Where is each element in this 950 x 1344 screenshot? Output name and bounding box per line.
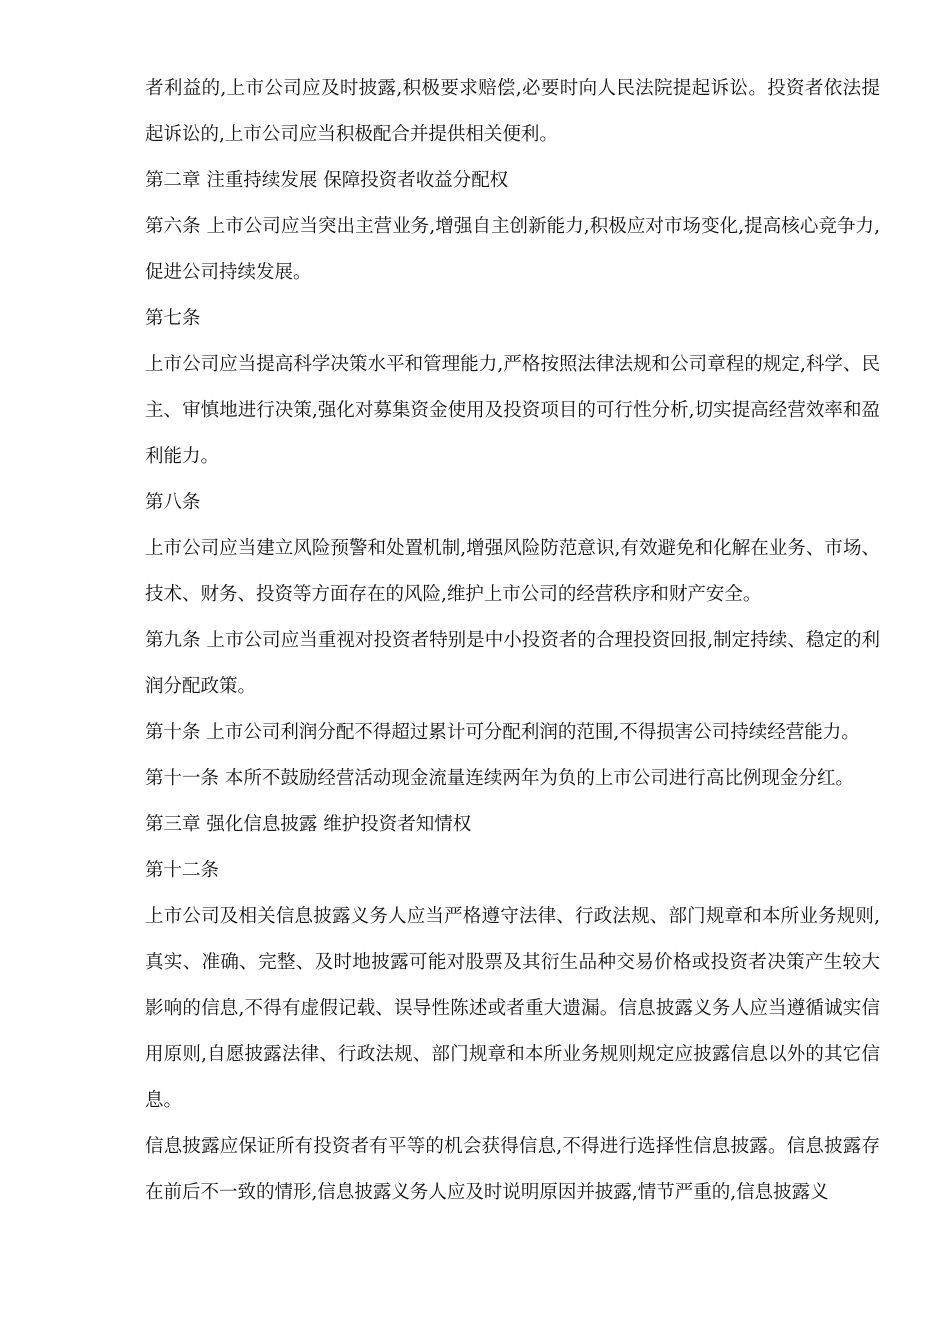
article-8-heading: 第八条: [145, 492, 201, 513]
chapter-3-heading: 第三章 强化信息披露 维护投资者知情权: [145, 814, 472, 835]
article-8-body: 上市公司应当建立风险预警和处置机制,增强风险防范意识,有效避免和化解在业务、市场、技术、财务、投资等方面存在的风险,维护上市公司的经营秩序和财产安全。: [145, 538, 880, 605]
document-body: [145, 66, 880, 1216]
article-12-heading: 第十二条: [145, 860, 220, 881]
article-12-body-continued: 信息披露应保证所有投资者有平等的机会获得信息,不得进行选择性信息披露。信息披露存在前后不一致的情形,信息披露义务人应及时说明原因并披露,情节严重的,信息披露义: [145, 1136, 880, 1203]
chapter-2-heading: 第二章 注重持续发展 保障投资者收益分配权: [145, 170, 509, 191]
article-7-heading: 第七条: [145, 308, 201, 329]
paragraph-continuation: 者利益的,上市公司应及时披露,积极要求赔偿,必要时向人民法院提起诉讼。投资者依法提起诉讼的,上市公司应当积极配合并提供相关便利。: [145, 78, 880, 145]
article-6: 第六条 上市公司应当突出主营业务,增强自主创新能力,积极应对市场变化,提高核心竞争力,促进公司持续发展。: [145, 216, 880, 283]
article-9: 第九条 上市公司应当重视对投资者特别是中小投资者的合理投资回报,制定持续、稳定的利润分配政策。: [145, 630, 880, 697]
article-11: 第十一条 本所不鼓励经营活动现金流量连续两年为负的上市公司进行高比例现金分红。: [145, 768, 854, 789]
article-12-body: 上市公司及相关信息披露义务人应当严格遵守法律、行政法规、部门规章和本所业务规则,真实、准确、完整、及时地披露可能对股票及其衍生品种交易价格或投资者决策产生较大影响的信息,不得有虚假记载、误导性陈述或者重大遗漏。信息披露义务人应当遵循诚实信用原则,自愿披露法律、行政法规、部门规章和本所业务规则规定应披露信息以外的其它信息。: [145, 906, 880, 1111]
article-10: 第十条 上市公司利润分配不得超过累计可分配利润的范围,不得损害公司持续经营能力。: [145, 722, 860, 743]
article-7-body: 上市公司应当提高科学决策水平和管理能力,严格按照法律法规和公司章程的规定,科学、民主、审慎地进行决策,强化对募集资金使用及投资项目的可行性分析,切实提高经营效率和盈利能力。: [145, 354, 880, 467]
